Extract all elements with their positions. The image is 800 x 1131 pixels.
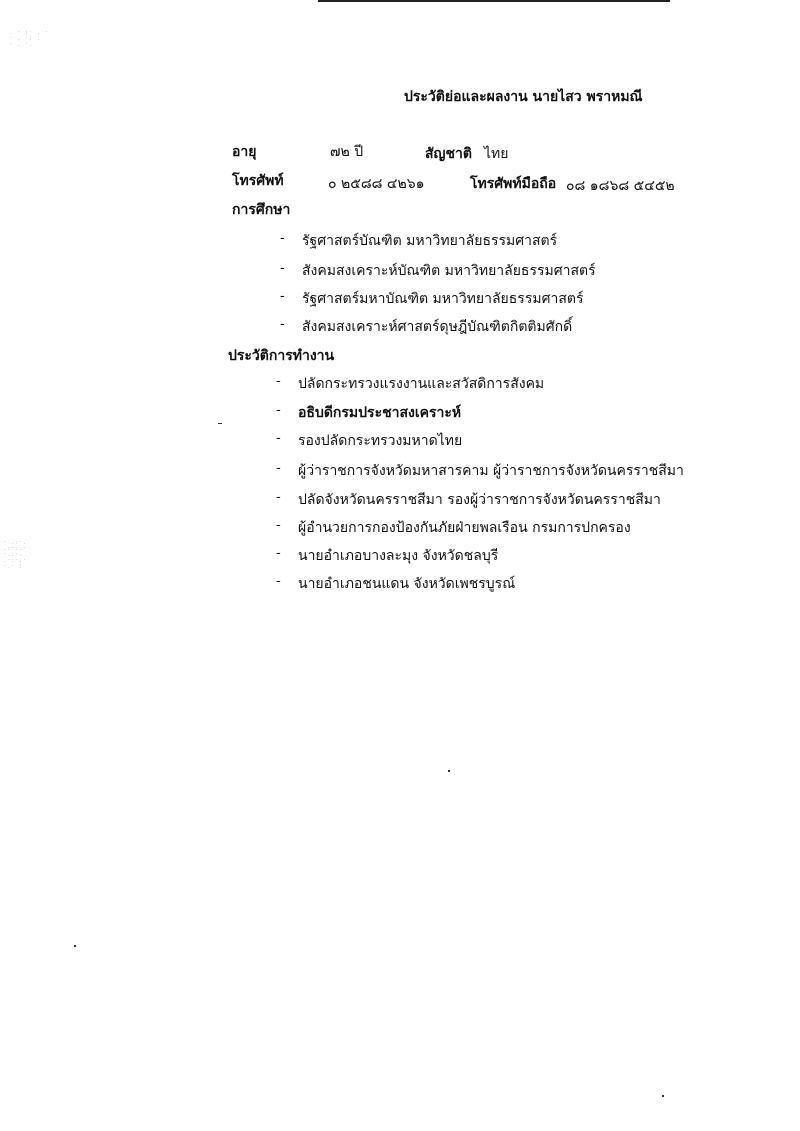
- scan-mark-3: [662, 1095, 664, 1097]
- mobile-label: โทรศัพท์มือถือ: [470, 176, 557, 192]
- career-item-text: ปลัดจังหวัดนครราชสีมา รองผู้ว่าราชการจังหวัดนครราชสีมา: [298, 492, 661, 508]
- list-bullet: -: [276, 460, 281, 476]
- education-heading: การศึกษา: [232, 202, 291, 218]
- scan-mark-1: [218, 423, 222, 424]
- scan-noise-top-left: . · :· . · · . ·: . · . ·.: [10, 29, 50, 48]
- list-bullet: -: [276, 573, 281, 589]
- list-bullet: -: [276, 489, 281, 505]
- education-item-text: สังคมสงเคราะห์บัณฑิต มหาวิทยาลัยธรรมศาสตร์: [302, 263, 596, 279]
- scan-mark-2: [448, 770, 450, 772]
- phone-label: โทรศัพท์: [232, 173, 284, 189]
- list-bullet: -: [280, 260, 285, 276]
- page-title: ประวัติย่อและผลงาน นายไสว พราหมณี: [404, 89, 643, 105]
- education-item-text: รัฐศาสตร์บัณฑิต มหาวิทยาลัยธรรมศาสตร์: [302, 233, 558, 249]
- career-item-text: ผู้ว่าราชการจังหวัดมหาสารคาม ผู้ว่าราชการจังหวัดนครราชสีมา: [298, 463, 684, 479]
- nationality-value: ไทย: [484, 146, 509, 162]
- nationality-label: สัญชาติ: [425, 146, 472, 162]
- age-value: ๗๒ ปี: [330, 144, 364, 160]
- career-item-text: รองปลัดกระทรวงมหาดไทย: [298, 433, 463, 449]
- career-item-text: นายอำเภอชนแดน จังหวัดเพชรบูรณ์: [298, 576, 516, 592]
- list-bullet: -: [280, 230, 285, 246]
- mobile-value: ๐๘ ๑๘๖๘ ๕๔๕๒: [566, 178, 675, 194]
- list-bullet: -: [276, 517, 281, 533]
- list-bullet: -: [276, 545, 281, 561]
- career-item-text: ผู้อำนวยการกองป้องกันภัยฝ่ายพลเรือน กรมการปกครอง: [298, 520, 631, 536]
- career-heading: ประวัติการทำงาน: [228, 348, 335, 364]
- phone-value: ๐ ๒๕๘๘ ๔๒๖๑: [328, 176, 425, 192]
- scan-mark-4: [74, 945, 76, 947]
- age-label: อายุ: [232, 144, 257, 160]
- list-bullet: -: [280, 288, 285, 304]
- list-bullet: -: [276, 402, 281, 418]
- scan-noise-left-middle: · .:·. .:·:.· ·.:·. .·:·.· ·.· :: [4, 539, 28, 570]
- education-item-text: รัฐศาสตร์มหาบัณฑิต มหาวิทยาลัยธรรมศาสตร์: [302, 291, 584, 307]
- list-bullet: -: [276, 373, 281, 389]
- list-bullet: -: [276, 430, 281, 446]
- top-edge-rule: [318, 0, 670, 2]
- career-item-text: อธิบดีกรมประชาสงเคราะห์: [298, 405, 462, 421]
- career-item-text: ปลัดกระทรวงแรงงานและสวัสดิการสังคม: [298, 376, 545, 392]
- list-bullet: -: [280, 316, 285, 332]
- career-item-text: นายอำเภอบางละมุง จังหวัดชลบุรี: [298, 548, 499, 564]
- education-item-text: สังคมสงเคราะห์ศาสตร์ดุษฎีบัณฑิตกิตติมศักดิ์: [302, 319, 573, 335]
